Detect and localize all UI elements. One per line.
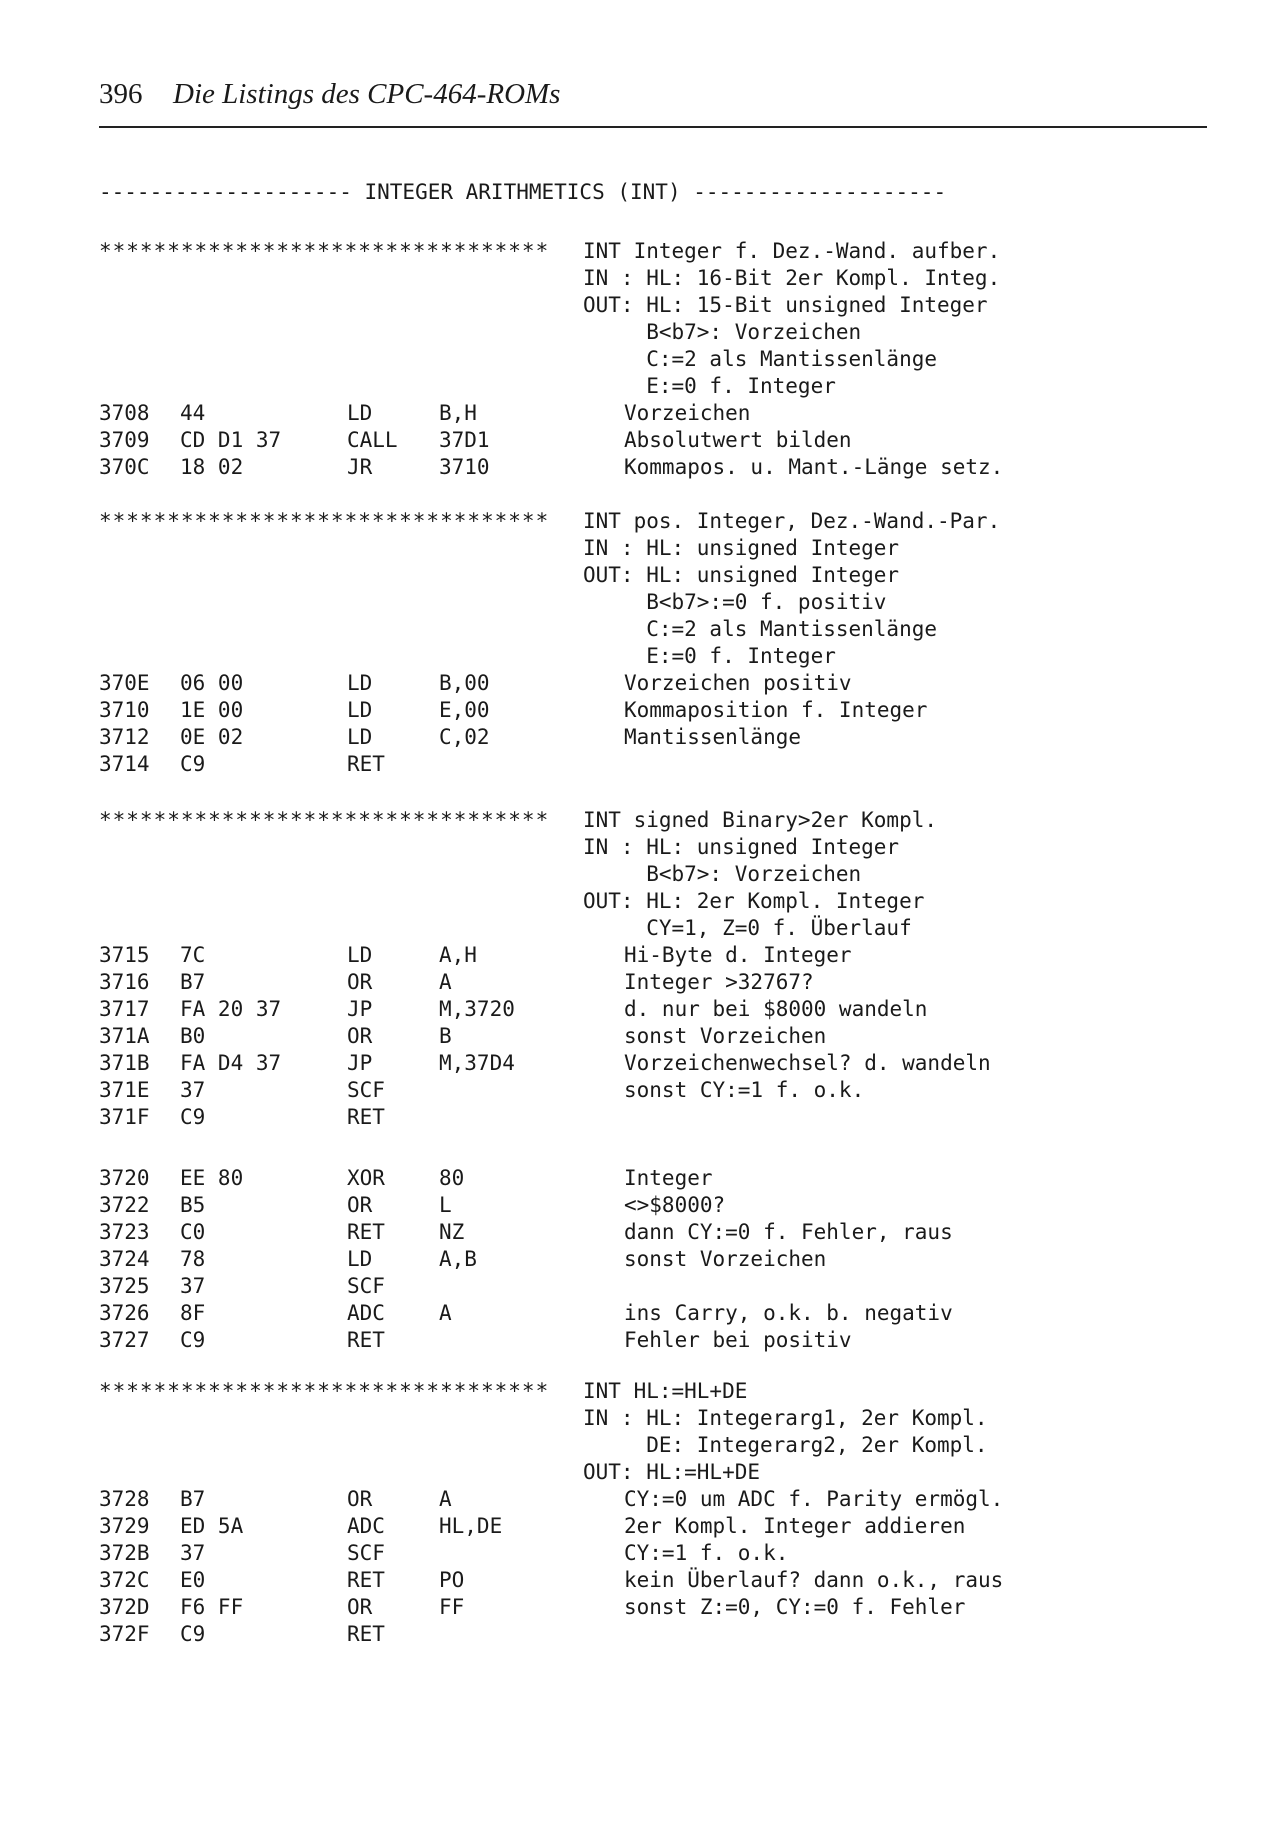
operand: FF: [439, 1595, 465, 1619]
description-text: IN : HL: 16-Bit 2er Kompl. Integ.: [583, 266, 1001, 290]
operand: M,3720: [439, 997, 515, 1021]
operand: A,B: [439, 1247, 477, 1271]
operand: PO: [439, 1568, 465, 1592]
mnemonic: ADC: [347, 1301, 385, 1325]
opcode-bytes: B5: [180, 1193, 206, 1217]
opcode-bytes: C9: [180, 1622, 206, 1646]
operand: A: [439, 1301, 452, 1325]
opcode-bytes: 1E 00: [180, 698, 244, 722]
address: 371A: [99, 1024, 150, 1048]
address: 3725: [99, 1274, 150, 1298]
address: 3726: [99, 1301, 150, 1325]
opcode-bytes: CD D1 37: [180, 428, 282, 452]
mnemonic: JP: [347, 1051, 373, 1075]
description-text: E:=0 f. Integer: [583, 374, 836, 398]
address: 3715: [99, 943, 150, 967]
address: 3710: [99, 698, 150, 722]
mnemonic: JP: [347, 997, 373, 1021]
mnemonic: JR: [347, 455, 373, 479]
comment: sonst CY:=1 f. o.k.: [624, 1078, 865, 1102]
address: 370E: [99, 671, 150, 695]
description-text: C:=2 als Mantissenlänge: [583, 347, 938, 371]
opcode-bytes: 37: [180, 1541, 206, 1565]
operand: HL,DE: [439, 1514, 503, 1538]
separator-stars: *********************************: [99, 1379, 550, 1403]
opcode-bytes: C9: [180, 1105, 206, 1129]
mnemonic: RET: [347, 1105, 385, 1129]
mnemonic: CALL: [347, 428, 398, 452]
description-text: INT signed Binary>2er Kompl.: [583, 808, 938, 832]
mnemonic: XOR: [347, 1166, 385, 1190]
mnemonic: ADC: [347, 1514, 385, 1538]
comment: 2er Kompl. Integer addieren: [624, 1514, 966, 1538]
description-text: OUT: HL: 15-Bit unsigned Integer: [583, 293, 988, 317]
comment: Vorzeichenwechsel? d. wandeln: [624, 1051, 991, 1075]
mnemonic: OR: [347, 1595, 373, 1619]
address: 372B: [99, 1541, 150, 1565]
address: 371F: [99, 1105, 150, 1129]
opcode-bytes: FA 20 37: [180, 997, 282, 1021]
section-title: -------------------- INTEGER ARITHMETICS (INT) --------------------: [99, 180, 947, 204]
opcode-bytes: B0: [180, 1024, 206, 1048]
description-text: OUT: HL: 2er Kompl. Integer: [583, 889, 925, 913]
opcode-bytes: 06 00: [180, 671, 244, 695]
address: 371B: [99, 1051, 150, 1075]
comment: Hi-Byte d. Integer: [624, 943, 852, 967]
address: 372C: [99, 1568, 150, 1592]
description-text: B<b7>: Vorzeichen: [583, 320, 862, 344]
mnemonic: RET: [347, 1220, 385, 1244]
mnemonic: LD: [347, 671, 373, 695]
address: 372F: [99, 1622, 150, 1646]
page-header: [99, 78, 1209, 128]
address: 3722: [99, 1193, 150, 1217]
comment: kein Überlauf? dann o.k., raus: [624, 1568, 1004, 1592]
mnemonic: LD: [347, 1247, 373, 1271]
opcode-bytes: EE 80: [180, 1166, 244, 1190]
mnemonic: SCF: [347, 1541, 385, 1565]
mnemonic: RET: [347, 1568, 385, 1592]
mnemonic: SCF: [347, 1274, 385, 1298]
description-text: OUT: HL:=HL+DE: [583, 1460, 761, 1484]
comment: CY:=1 f. o.k.: [624, 1541, 789, 1565]
comment: dann CY:=0 f. Fehler, raus: [624, 1220, 953, 1244]
operand: B: [439, 1024, 452, 1048]
description-text: B<b7>:=0 f. positiv: [583, 590, 887, 614]
operand: C,02: [439, 725, 490, 749]
operand: NZ: [439, 1220, 465, 1244]
address: 3708: [99, 401, 150, 425]
opcode-bytes: 8F: [180, 1301, 206, 1325]
opcode-bytes: B7: [180, 1487, 206, 1511]
description-text: C:=2 als Mantissenlänge: [583, 617, 938, 641]
comment: sonst Vorzeichen: [624, 1024, 827, 1048]
separator-stars: *********************************: [99, 509, 550, 533]
operand: M,37D4: [439, 1051, 515, 1075]
comment: Vorzeichen: [624, 401, 751, 425]
comment: Mantissenlänge: [624, 725, 802, 749]
operand: E,00: [439, 698, 490, 722]
mnemonic: LD: [347, 401, 373, 425]
mnemonic: OR: [347, 970, 373, 994]
comment: Fehler bei positiv: [624, 1328, 852, 1352]
comment: Absolutwert bilden: [624, 428, 852, 452]
operand: 3710: [439, 455, 490, 479]
address: 3727: [99, 1328, 150, 1352]
comment: Vorzeichen positiv: [624, 671, 852, 695]
opcode-bytes: C9: [180, 752, 206, 776]
opcode-bytes: 37: [180, 1078, 206, 1102]
opcode-bytes: 18 02: [180, 455, 244, 479]
address: 3714: [99, 752, 150, 776]
address: 372D: [99, 1595, 150, 1619]
opcode-bytes: ED 5A: [180, 1514, 244, 1538]
opcode-bytes: E0: [180, 1568, 206, 1592]
mnemonic: LD: [347, 698, 373, 722]
address: 3729: [99, 1514, 150, 1538]
opcode-bytes: 44: [180, 401, 206, 425]
mnemonic: RET: [347, 1622, 385, 1646]
opcode-bytes: C0: [180, 1220, 206, 1244]
opcode-bytes: C9: [180, 1328, 206, 1352]
operand: B,H: [439, 401, 477, 425]
mnemonic: RET: [347, 752, 385, 776]
operand: A: [439, 970, 452, 994]
opcode-bytes: F6 FF: [180, 1595, 244, 1619]
address: 3717: [99, 997, 150, 1021]
header-rule: [99, 126, 1207, 128]
address: 3720: [99, 1166, 150, 1190]
address: 371E: [99, 1078, 150, 1102]
comment: Kommaposition f. Integer: [624, 698, 928, 722]
opcode-bytes: FA D4 37: [180, 1051, 282, 1075]
comment: sonst Z:=0, CY:=0 f. Fehler: [624, 1595, 966, 1619]
comment: d. nur bei $8000 wandeln: [624, 997, 928, 1021]
comment: Integer >32767?: [624, 970, 814, 994]
comment: CY:=0 um ADC f. Parity ermögl.: [624, 1487, 1004, 1511]
comment: ins Carry, o.k. b. negativ: [624, 1301, 953, 1325]
operand: A: [439, 1487, 452, 1511]
description-text: CY=1, Z=0 f. Überlauf: [583, 916, 912, 940]
mnemonic: OR: [347, 1024, 373, 1048]
operand: L: [439, 1193, 452, 1217]
opcode-bytes: 7C: [180, 943, 206, 967]
address: 3723: [99, 1220, 150, 1244]
mnemonic: OR: [347, 1487, 373, 1511]
operand: A,H: [439, 943, 477, 967]
operand: B,00: [439, 671, 490, 695]
page-title: Die Listings des CPC-464-ROMs: [173, 78, 561, 110]
description-text: INT HL:=HL+DE: [583, 1379, 748, 1403]
address: 3712: [99, 725, 150, 749]
mnemonic: OR: [347, 1193, 373, 1217]
description-text: IN : HL: Integerarg1, 2er Kompl.: [583, 1406, 988, 1430]
comment: Integer: [624, 1166, 713, 1190]
comment: <>$8000?: [624, 1193, 726, 1217]
separator-stars: *********************************: [99, 808, 550, 832]
opcode-bytes: 0E 02: [180, 725, 244, 749]
description-text: INT pos. Integer, Dez.-Wand.-Par.: [583, 509, 1001, 533]
address: 3716: [99, 970, 150, 994]
comment: Kommapos. u. Mant.-Länge setz.: [624, 455, 1004, 479]
description-text: INT Integer f. Dez.-Wand. aufber.: [583, 239, 1001, 263]
description-text: IN : HL: unsigned Integer: [583, 536, 900, 560]
operand: 80: [439, 1166, 465, 1190]
mnemonic: LD: [347, 943, 373, 967]
opcode-bytes: 78: [180, 1247, 206, 1271]
description-text: DE: Integerarg2, 2er Kompl.: [583, 1433, 988, 1457]
mnemonic: RET: [347, 1328, 385, 1352]
description-text: IN : HL: unsigned Integer: [583, 835, 900, 859]
description-text: OUT: HL: unsigned Integer: [583, 563, 900, 587]
address: 3728: [99, 1487, 150, 1511]
description-text: E:=0 f. Integer: [583, 644, 836, 668]
address: 370C: [99, 455, 150, 479]
address: 3709: [99, 428, 150, 452]
mnemonic: LD: [347, 725, 373, 749]
address: 3724: [99, 1247, 150, 1271]
opcode-bytes: B7: [180, 970, 206, 994]
description-text: B<b7>: Vorzeichen: [583, 862, 862, 886]
mnemonic: SCF: [347, 1078, 385, 1102]
comment: sonst Vorzeichen: [624, 1247, 827, 1271]
page-number: 396: [99, 78, 143, 110]
operand: 37D1: [439, 428, 490, 452]
separator-stars: *********************************: [99, 239, 550, 263]
opcode-bytes: 37: [180, 1274, 206, 1298]
